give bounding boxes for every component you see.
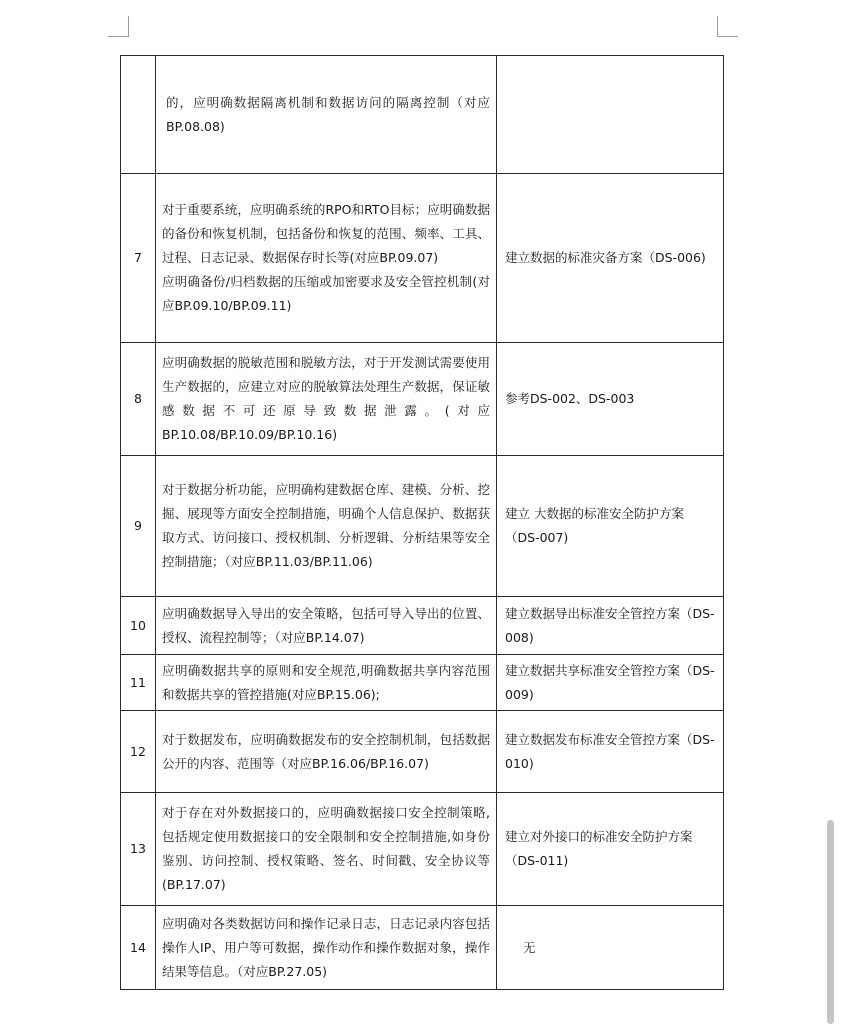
solution-text: 建立对外接口的标准安全防护方案（DS-011) bbox=[497, 793, 724, 906]
requirement-text: 应明确数据导入导出的安全策略，包括可导入导出的位置、授权、流程控制等；（对应BP.14.07) bbox=[156, 597, 497, 655]
solution-text: 建立数据发布标准安全管控方案（DS-010) bbox=[497, 711, 724, 793]
table-row bbox=[121, 793, 724, 906]
table-row bbox=[121, 174, 724, 343]
solution-text: 参考DS-002、DS-003 bbox=[497, 343, 724, 456]
row-number: 8 bbox=[121, 343, 156, 456]
requirement-text: 对于数据发布，应明确数据发布的安全控制机制，包括数据公开的内容、范围等（对应BP.16.06/BP.16.07) bbox=[156, 711, 497, 793]
solution-text: 建立数据共享标准安全管控方案（DS-009) bbox=[497, 655, 724, 711]
requirement-text: 对于数据分析功能，应明确构建数据仓库、建模、分析、挖掘、展现等方面安全控制措施，明确个人信息保护、数据获取方式、访问接口、授权机制、分析逻辑、分析结果等安全控制措施；（对应BP.11.03/BP.11.06) bbox=[156, 456, 497, 597]
row-number: 9 bbox=[121, 456, 156, 597]
table-row bbox=[121, 906, 724, 990]
requirement-text: 应明确数据共享的原则和安全规范,明确数据共享内容范围和数据共享的管控措施(对应BP.15.06); bbox=[156, 655, 497, 711]
solution-text: 建立数据的标准灾备方案（DS-006) bbox=[497, 174, 724, 343]
table-row bbox=[121, 343, 724, 456]
solution-text bbox=[497, 56, 724, 174]
row-number: 11 bbox=[121, 655, 156, 711]
row-number: 12 bbox=[121, 711, 156, 793]
requirement-text-2: 应明确备份/归档数据的压缩或加密要求及安全管控机制(对应BP.09.10/BP.09.11) bbox=[162, 274, 490, 313]
row-number: 14 bbox=[121, 906, 156, 990]
requirement-cell bbox=[156, 174, 497, 343]
row-number: 13 bbox=[121, 793, 156, 906]
solution-text: 建立 大数据的标准安全防护方案（DS-007) bbox=[497, 456, 724, 597]
requirement-text: 应明确数据的脱敏范围和脱敏方法，对于开发测试需要使用生产数据的，应建立对应的脱敏算法处理生产数据，保证敏感数据不可还原导致数据泄露。(对应BP.10.08/BP.10.09/BP.10.16) bbox=[156, 343, 497, 456]
requirement-text: 对于存在对外数据接口的，应明确数据接口安全控制策略,包括规定使用数据接口的安全限制和安全控制措施,如身份鉴别、访问控制、授权策略、签名、时间戳、安全协议等(BP.17.07) bbox=[156, 793, 497, 906]
table-row bbox=[121, 56, 724, 174]
solution-text: 建立数据导出标准安全管控方案（DS-008) bbox=[497, 597, 724, 655]
row-number bbox=[121, 56, 156, 174]
vertical-scrollbar[interactable] bbox=[827, 820, 834, 1024]
table-row bbox=[121, 597, 724, 655]
requirement-text: 应明确对各类数据访问和操作记录日志，日志记录内容包括操作人IP、用户等可数据，操作动作和操作数据对象，操作结果等信息。（对应BP.27.05) bbox=[156, 906, 497, 990]
requirement-text: 对于重要系统，应明确系统的RPO和RTO目标；应明确数据的备份和恢复机制，包括备份和恢复的范围、频率、工具、过程、日志记录、数据保存时长等(对应BP.09.07) bbox=[162, 202, 490, 265]
requirements-table bbox=[120, 55, 724, 990]
requirement-text: 的，应明确数据隔离机制和数据访问的隔离控制（对应BP.08.08) bbox=[156, 56, 497, 174]
row-number: 10 bbox=[121, 597, 156, 655]
table-row bbox=[121, 655, 724, 711]
crop-mark-top-right bbox=[717, 16, 738, 37]
crop-mark-top-left bbox=[108, 16, 129, 37]
table-row bbox=[121, 456, 724, 597]
table-row bbox=[121, 711, 724, 793]
solution-text: 无 bbox=[497, 906, 724, 990]
row-number: 7 bbox=[121, 174, 156, 343]
